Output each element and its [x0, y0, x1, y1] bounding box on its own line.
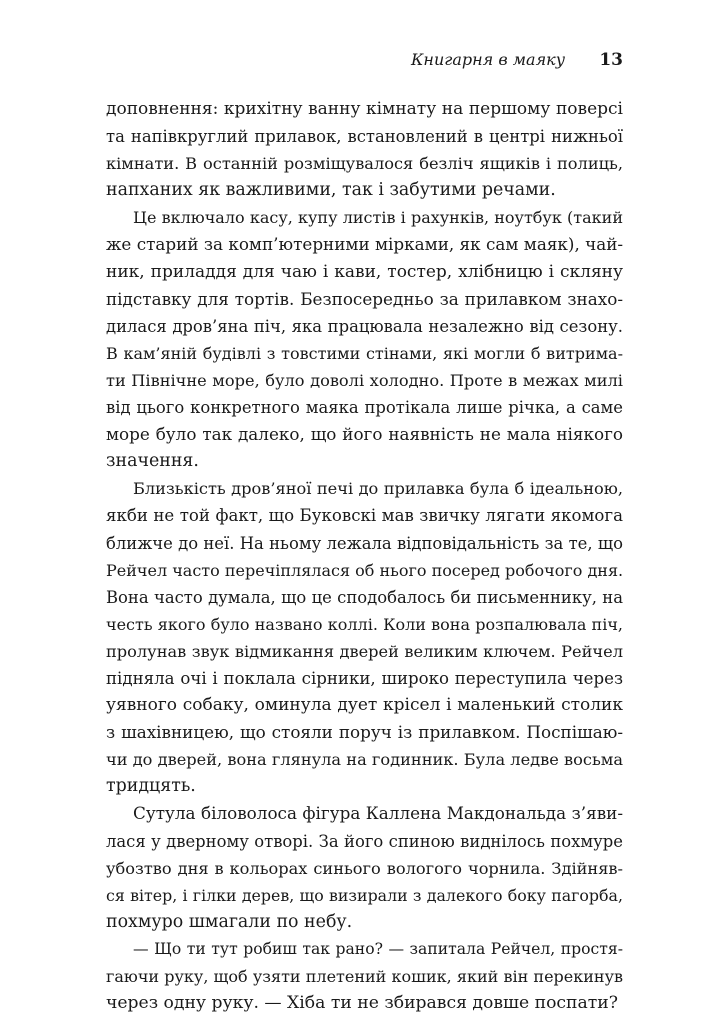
text-line: похмуро шмагали по небу. [106, 911, 353, 932]
text-line: підняла очі і поклала сірники, широко переступила через [106, 668, 623, 688]
text-line: від цього конкретного маяка протікала лише річка, а саме [106, 398, 623, 418]
text-line: через одну руку. — Хіба ти не збирався довше поспати? [106, 993, 618, 1014]
text-line: ближче до неї. На ньому лежала відповідальність за те, що [106, 533, 623, 553]
text-line: Близькість дров’яної печі до прилавка була б ідеальною, [133, 479, 623, 499]
text-line: ся вітер, і гілки дерев, що визирали з далекого боку пагорба, [106, 885, 623, 905]
text-line: же старий за комп’ютерними мірками, як сам маяк), чай- [106, 234, 624, 255]
text-line: ти Північне море, було доволі холодно. Проте в межах милі [106, 370, 623, 390]
text-line: Сутула біловолоса фігура Каллена Макдональда з’яви- [133, 803, 623, 824]
text-line: В кам’яній будівлі з товстими стінами, які могли б витрима- [106, 343, 623, 363]
running-head [106, 48, 623, 72]
text-line: Рейчел часто перечіплялася об нього посеред робочого дня. [106, 560, 624, 580]
text-line: та напівкруглий прилавок, встановлений в центрі нижньої [106, 127, 623, 147]
text-line: з шахівницею, що стояли поруч із прилавком. Поспішаю- [106, 722, 623, 743]
page-number: 13 [599, 50, 623, 70]
text-line: ник, приладдя для чаю і кави, тостер, хлібницю і скляну [106, 261, 623, 282]
text-line: кімнати. В останній розміщувалося безліч ящиків і полиць, [106, 154, 623, 174]
text-line: доповнення: крихітну ванну кімнату на першому поверсі [106, 99, 623, 119]
text-line: тридцять. [106, 776, 196, 797]
text-line: — Що ти тут робиш так рано? — запитала Рейчел, простя- [133, 939, 623, 958]
text-line: підставку для тортів. Безпосередньо за прилавком знахо- [106, 288, 623, 309]
text-line: море було так далеко, що його наявність не мала ніякого [106, 424, 623, 445]
running-title: Книгарня в маяку [411, 50, 565, 69]
text-line: лася у дверному отворі. За його спиною виднілось похмуре [106, 831, 623, 851]
text-line: убозтво дня в кольорах синього вологого чорнила. Здійняв- [106, 858, 623, 878]
text-line: значення. [106, 451, 199, 472]
text-line: честь якого було названо коллі. Коли вона розпалювала піч, [106, 614, 623, 634]
text-line: дилася дров’яна піч, яка працювала незалежно від сезону. [106, 316, 623, 336]
text-line: чи до дверей, вона глянула на годинник. Була ледве восьма [106, 750, 623, 770]
body-text [106, 96, 623, 1017]
text-line: уявного собаку, оминула дует крісел і маленький столик [106, 695, 623, 716]
text-line: Вона часто думала, що це сподобалось би письменнику, на [106, 587, 623, 607]
text-line: пролунав звук відмикання дверей великим ключем. Рейчел [106, 641, 623, 661]
text-line: гаючи руку, щоб узяти плетений кошик, який він перекинув [106, 967, 623, 986]
text-line: Це включало касу, купу листів і рахунків, ноутбук (такий [133, 208, 623, 228]
text-line: якби не той факт, що Буковскі мав звичку лягати якомога [106, 506, 623, 526]
text-line: напханих як важливими, так і забутими речами. [106, 180, 556, 201]
